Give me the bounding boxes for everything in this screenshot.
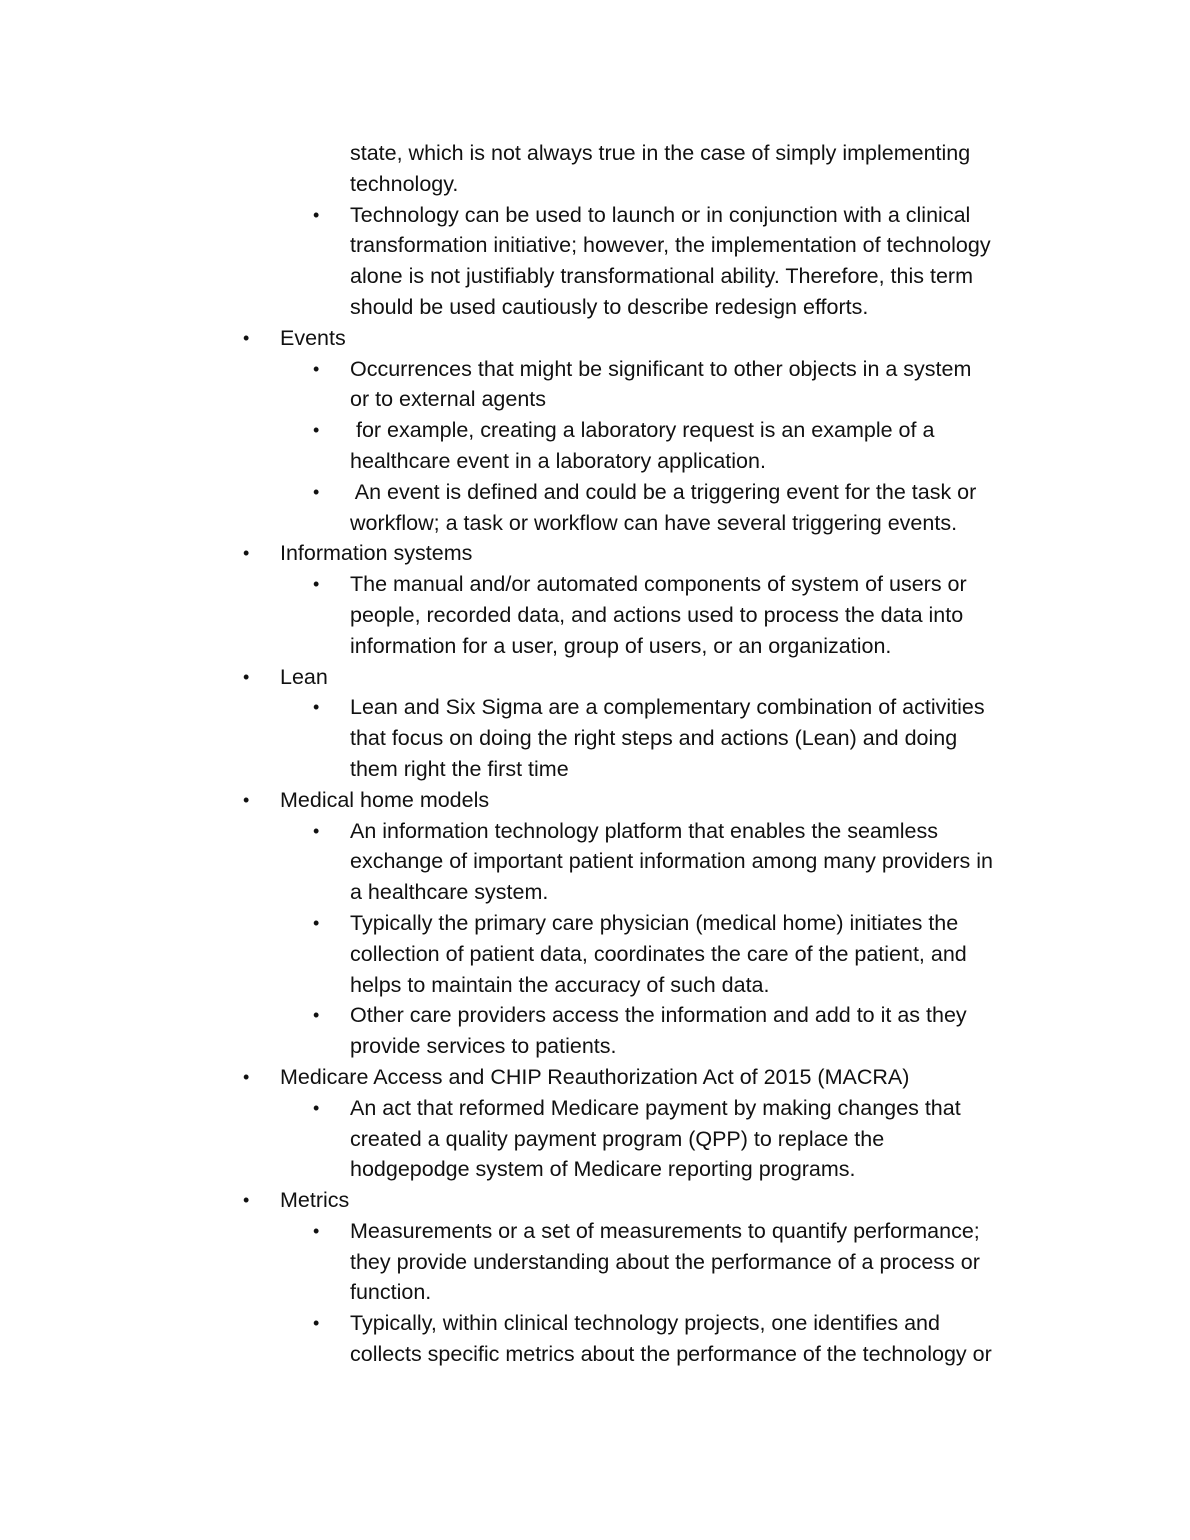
bullet-icon: •	[313, 912, 320, 933]
bullet-icon: •	[243, 543, 250, 564]
glossary-term-line	[240, 1185, 1060, 1216]
line-text: collection of patient data, coordinates the care of the patient, and	[350, 941, 967, 966]
line-text: Lean	[280, 664, 328, 689]
line-text: Measurements or a set of measurements to quantify performance;	[350, 1218, 980, 1243]
definition-line	[240, 446, 1060, 477]
bullet-icon: •	[313, 204, 320, 225]
definition-line	[240, 477, 1060, 508]
definition-line	[240, 1000, 1060, 1031]
line-text: Information systems	[280, 541, 473, 566]
line-text: Events	[280, 325, 346, 350]
line-text: Metrics	[280, 1188, 350, 1213]
line-text: alone is not justifiably transformational ability. Therefore, this term	[350, 264, 973, 289]
definition-line	[240, 1308, 1060, 1339]
line-text: The manual and/or automated components of system of users or	[350, 572, 967, 597]
line-text: them right the first time	[350, 756, 569, 781]
line-text: function.	[350, 1280, 432, 1305]
definition-line	[240, 1031, 1060, 1062]
definition-line	[240, 846, 1060, 877]
definition-line	[240, 261, 1060, 292]
line-text: transformation initiative; however, the implementation of technology	[350, 233, 991, 258]
glossary-term-line	[240, 1062, 1060, 1093]
definition-line	[240, 1216, 1060, 1247]
bullet-icon: •	[313, 1220, 320, 1241]
line-text: for example, creating a laboratory request is an example of a	[350, 418, 935, 443]
glossary-term-line	[240, 662, 1060, 693]
line-text: a healthcare system.	[350, 880, 549, 905]
definition-line	[240, 1093, 1060, 1124]
definition-line	[240, 200, 1060, 231]
definition-line	[240, 1339, 1060, 1370]
definition-line	[240, 1124, 1060, 1155]
glossary-term-line	[240, 538, 1060, 569]
bullet-icon: •	[313, 1005, 320, 1026]
definition-line	[240, 508, 1060, 539]
definition-line	[240, 970, 1060, 1001]
line-text: An event is defined and could be a triggering event for the task or	[350, 479, 977, 504]
line-text: technology.	[350, 171, 459, 196]
line-text: created a quality payment program (QPP) to replace the	[350, 1126, 885, 1151]
definition-line	[240, 1247, 1060, 1278]
bullet-icon: •	[243, 1066, 250, 1087]
definition-line	[240, 384, 1060, 415]
bullet-icon: •	[313, 697, 320, 718]
definition-line	[240, 631, 1060, 662]
line-text: provide services to patients.	[350, 1034, 617, 1059]
bullet-icon: •	[313, 481, 320, 502]
definition-line	[240, 939, 1060, 970]
definition-line	[240, 138, 1060, 169]
definition-line	[240, 1277, 1060, 1308]
definition-line	[240, 816, 1060, 847]
definition-line	[240, 600, 1060, 631]
definition-line	[240, 169, 1060, 200]
line-text: people, recorded data, and actions used to process the data into	[350, 602, 964, 627]
line-text: healthcare event in a laboratory application.	[350, 448, 766, 473]
bullet-icon: •	[243, 1190, 250, 1211]
bullet-icon: •	[313, 574, 320, 595]
line-text: Occurrences that might be significant to other objects in a system	[350, 356, 972, 381]
line-text: Typically, within clinical technology projects, one identifies and	[350, 1311, 940, 1336]
definition-line	[240, 230, 1060, 261]
line-text: Medicare Access and CHIP Reauthorization Act of 2015 (MACRA)	[280, 1064, 910, 1089]
line-text: Typically the primary care physician (medical home) initiates the	[350, 910, 959, 935]
bullet-icon: •	[313, 820, 320, 841]
bullet-icon: •	[313, 420, 320, 441]
definition-line	[240, 908, 1060, 939]
line-text: they provide understanding about the performance of a process or	[350, 1249, 980, 1274]
definition-line	[240, 1154, 1060, 1185]
line-text: state, which is not always true in the case of simply implementing	[350, 141, 971, 165]
definition-line	[240, 754, 1060, 785]
bullet-icon: •	[313, 358, 320, 379]
glossary-list	[240, 138, 1060, 1370]
line-text: Lean and Six Sigma are a complementary combination of activities	[350, 695, 985, 720]
line-text: that focus on doing the right steps and actions (Lean) and doing	[350, 726, 958, 751]
definition-line	[240, 292, 1060, 323]
definition-line	[240, 877, 1060, 908]
line-text: should be used cautiously to describe redesign efforts.	[350, 294, 869, 319]
bullet-icon: •	[243, 789, 250, 810]
line-text: Technology can be used to launch or in conjunction with a clinical	[350, 202, 971, 227]
line-text: Medical home models	[280, 787, 490, 812]
definition-line	[240, 354, 1060, 385]
line-text: or to external agents	[350, 387, 547, 412]
bullet-icon: •	[313, 1097, 320, 1118]
line-text: Other care providers access the information and add to it as they	[350, 1003, 967, 1028]
line-text: workflow; a task or workflow can have several triggering events.	[350, 510, 958, 535]
line-text: hodgepodge system of Medicare reporting programs.	[350, 1157, 856, 1182]
line-text: collects specific metrics about the performance of the technology or	[350, 1342, 992, 1367]
line-text: exchange of important patient information among many providers in	[350, 849, 993, 874]
definition-line	[240, 569, 1060, 600]
line-text: information for a user, group of users, or an organization.	[350, 633, 892, 658]
glossary-term-line	[240, 785, 1060, 816]
bullet-icon: •	[313, 1313, 320, 1334]
bullet-icon: •	[243, 327, 250, 348]
definition-line	[240, 723, 1060, 754]
bullet-icon: •	[243, 666, 250, 687]
line-text: An information technology platform that enables the seamless	[350, 818, 938, 843]
line-text: helps to maintain the accuracy of such data.	[350, 972, 770, 997]
definition-line	[240, 415, 1060, 446]
glossary-term-line	[240, 323, 1060, 354]
line-text: An act that reformed Medicare payment by making changes that	[350, 1095, 961, 1120]
definition-line	[240, 692, 1060, 723]
